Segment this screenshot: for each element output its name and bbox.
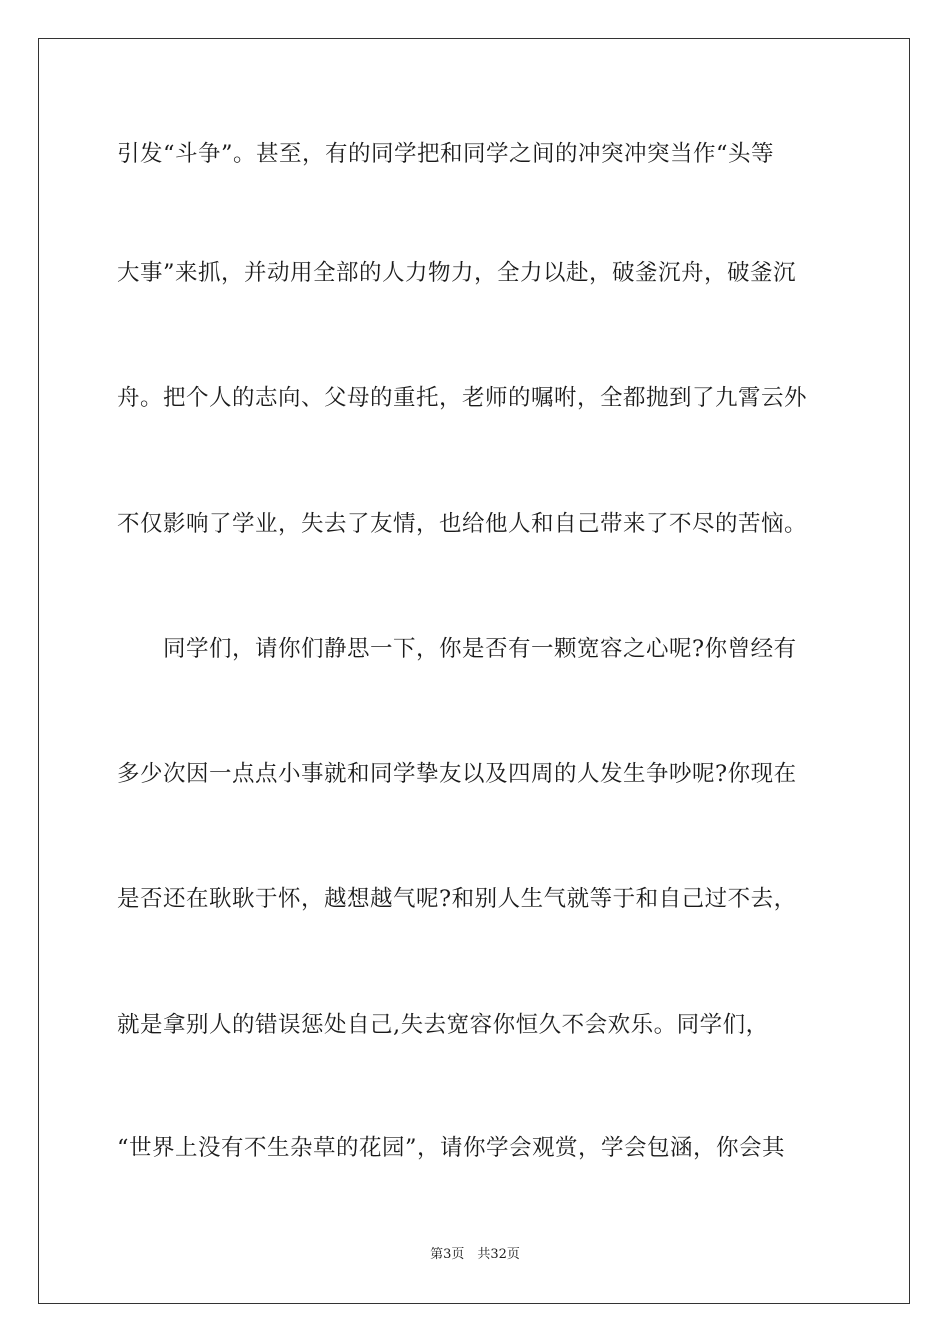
text-line-2: 大事”来抓，并动用全部的人力物力，全力以赴，破釜沉舟，破釜沉 (117, 260, 797, 286)
text-line-4: 不仅影响了学业，失去了友情，也给他人和自己带来了不尽的苦恼。 (117, 511, 808, 537)
text-line-3: 舟。把个人的志向、父母的重托，老师的嘱咐，全都抛到了九霄云外 (117, 385, 808, 411)
page-border (38, 38, 910, 1304)
text-line-6: 多少次因一点点小事就和同学挚友以及四周的人发生争吵呢?你现在 (117, 761, 797, 787)
text-line-7: 是否还在耿耿于怀，越想越气呢?和别人生气就等于和自己过不去， (117, 886, 797, 912)
text-line-9: “世界上没有不生杂草的花园”，请你学会观赏，学会包涵，你会其 (117, 1135, 786, 1161)
page-number-footer: 第3页 共32页 (430, 1247, 520, 1262)
text-line-1: 引发“斗争”。甚至，有的同学把和同学之间的冲突冲突当作“头等 (117, 141, 775, 167)
text-line-5: 同学们，请你们静思一下，你是否有一颗宽容之心呢?你曾经有 (117, 636, 797, 662)
text-line-8: 就是拿别人的错误惩处自己,失去宽容你恒久不会欢乐。同学们， (117, 1012, 769, 1038)
